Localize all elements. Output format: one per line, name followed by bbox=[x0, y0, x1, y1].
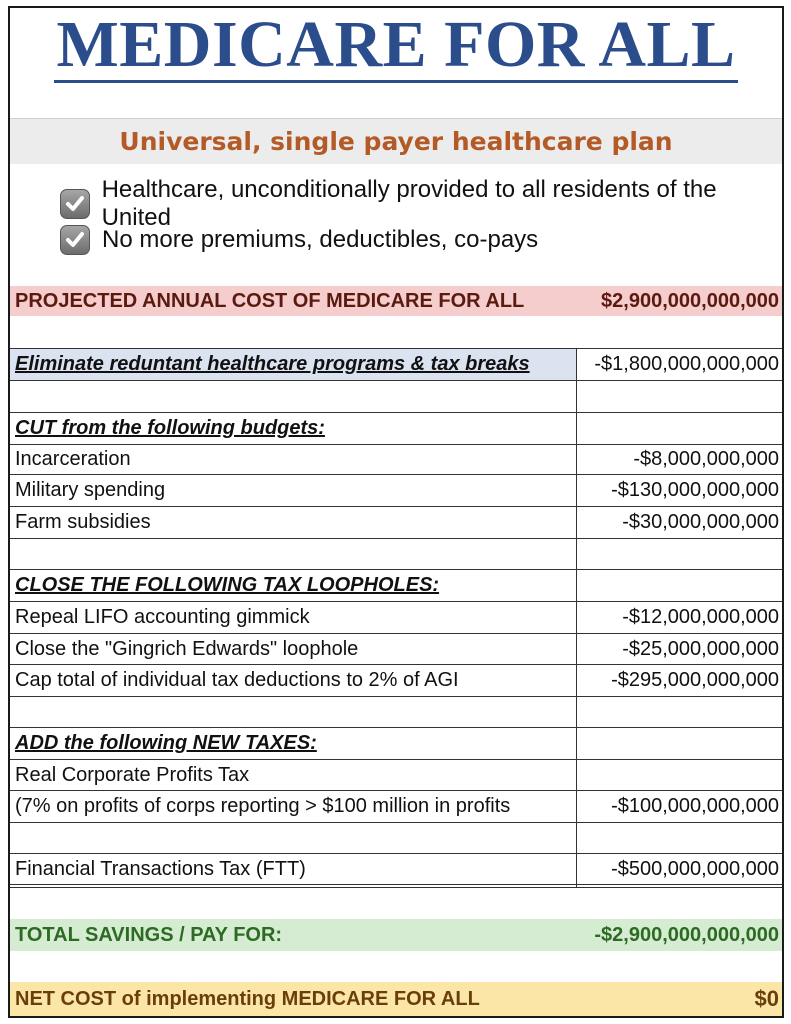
projected-cost-label: PROJECTED ANNUAL COST OF MEDICARE FOR ALL bbox=[15, 289, 525, 312]
checkmark-icon bbox=[60, 189, 90, 219]
row-label: Close the "Gingrich Edwards" loophole bbox=[15, 637, 359, 660]
row-value: -$25,000,000,000 bbox=[622, 637, 779, 660]
grid-line bbox=[10, 696, 782, 697]
cuts-heading: CUT from the following budgets: bbox=[15, 417, 325, 439]
new-taxes-heading-row bbox=[10, 728, 782, 759]
subtitle: Universal, single payer healthcare plan bbox=[10, 118, 782, 164]
table-row bbox=[10, 791, 782, 822]
total-savings-row bbox=[10, 919, 782, 951]
table-row bbox=[10, 634, 782, 664]
row-value: -$8,000,000,000 bbox=[633, 447, 779, 470]
row-value: -$12,000,000,000 bbox=[622, 606, 779, 628]
table-row bbox=[10, 475, 782, 506]
spreadsheet bbox=[8, 6, 784, 1018]
row-label: Incarceration bbox=[15, 447, 131, 470]
row-value: -$100,000,000,000 bbox=[611, 795, 779, 817]
grid-line bbox=[10, 887, 782, 888]
grid-line bbox=[10, 538, 782, 539]
page-title: MEDICARE FOR ALL bbox=[56, 8, 736, 81]
table-row bbox=[10, 444, 782, 474]
eliminate-label: Eliminate reduntant healthcare programs & tax breaks bbox=[10, 349, 576, 380]
row-label: Farm subsidies bbox=[15, 511, 151, 533]
checklist-text: Healthcare, unconditionally provided to all residents of the United bbox=[101, 176, 717, 231]
loopholes-heading-row bbox=[10, 570, 782, 601]
net-cost-label: NET COST of implementing MEDICARE FOR ALL bbox=[15, 987, 480, 1010]
table-row bbox=[10, 665, 782, 696]
row-value: -$30,000,000,000 bbox=[622, 511, 779, 533]
title-area bbox=[10, 8, 782, 116]
row-label: Real Corporate Profits Tax bbox=[15, 763, 250, 786]
grid-line bbox=[10, 884, 782, 885]
row-label: Military spending bbox=[15, 479, 166, 501]
new-taxes-heading: ADD the following NEW TAXES: bbox=[15, 732, 317, 754]
grid-line bbox=[10, 380, 782, 381]
table-row bbox=[10, 854, 782, 884]
table-row bbox=[10, 507, 782, 538]
projected-cost-value: $2,900,000,000,000 bbox=[601, 289, 779, 312]
row-value: -$130,000,000,000 bbox=[611, 479, 779, 501]
loopholes-heading: CLOSE THE FOLLOWING TAX LOOPHOLES: bbox=[15, 574, 440, 596]
eliminate-value: -$1,800,000,000,000 bbox=[594, 353, 779, 375]
table-row bbox=[10, 760, 782, 790]
checklist-item bbox=[60, 224, 538, 256]
grid-line bbox=[10, 822, 782, 823]
row-label: Repeal LIFO accounting gimmick bbox=[15, 606, 310, 628]
table-row bbox=[10, 602, 782, 633]
projected-cost-row bbox=[10, 286, 782, 316]
row-label: Financial Transactions Tax (FTT) bbox=[15, 857, 306, 880]
net-cost-row bbox=[10, 982, 782, 1016]
row-value: -$295,000,000,000 bbox=[611, 669, 779, 691]
total-savings-label: TOTAL SAVINGS / PAY FOR: bbox=[15, 923, 283, 946]
cuts-heading-row bbox=[10, 413, 782, 444]
eliminate-row bbox=[10, 349, 782, 380]
checklist-item bbox=[60, 176, 782, 231]
checklist-text: No more premiums, deductibles, co-pays bbox=[102, 226, 539, 253]
total-savings-value: -$2,900,000,000,000 bbox=[594, 923, 779, 946]
checkmark-icon bbox=[60, 225, 90, 255]
row-label: Cap total of individual tax deductions to 2% of AGI bbox=[15, 669, 459, 691]
row-label: (7% on profits of corps reporting > $100 million in profits bbox=[15, 795, 511, 817]
row-value: -$500,000,000,000 bbox=[611, 857, 779, 880]
net-cost-value: $0 bbox=[754, 986, 779, 1011]
